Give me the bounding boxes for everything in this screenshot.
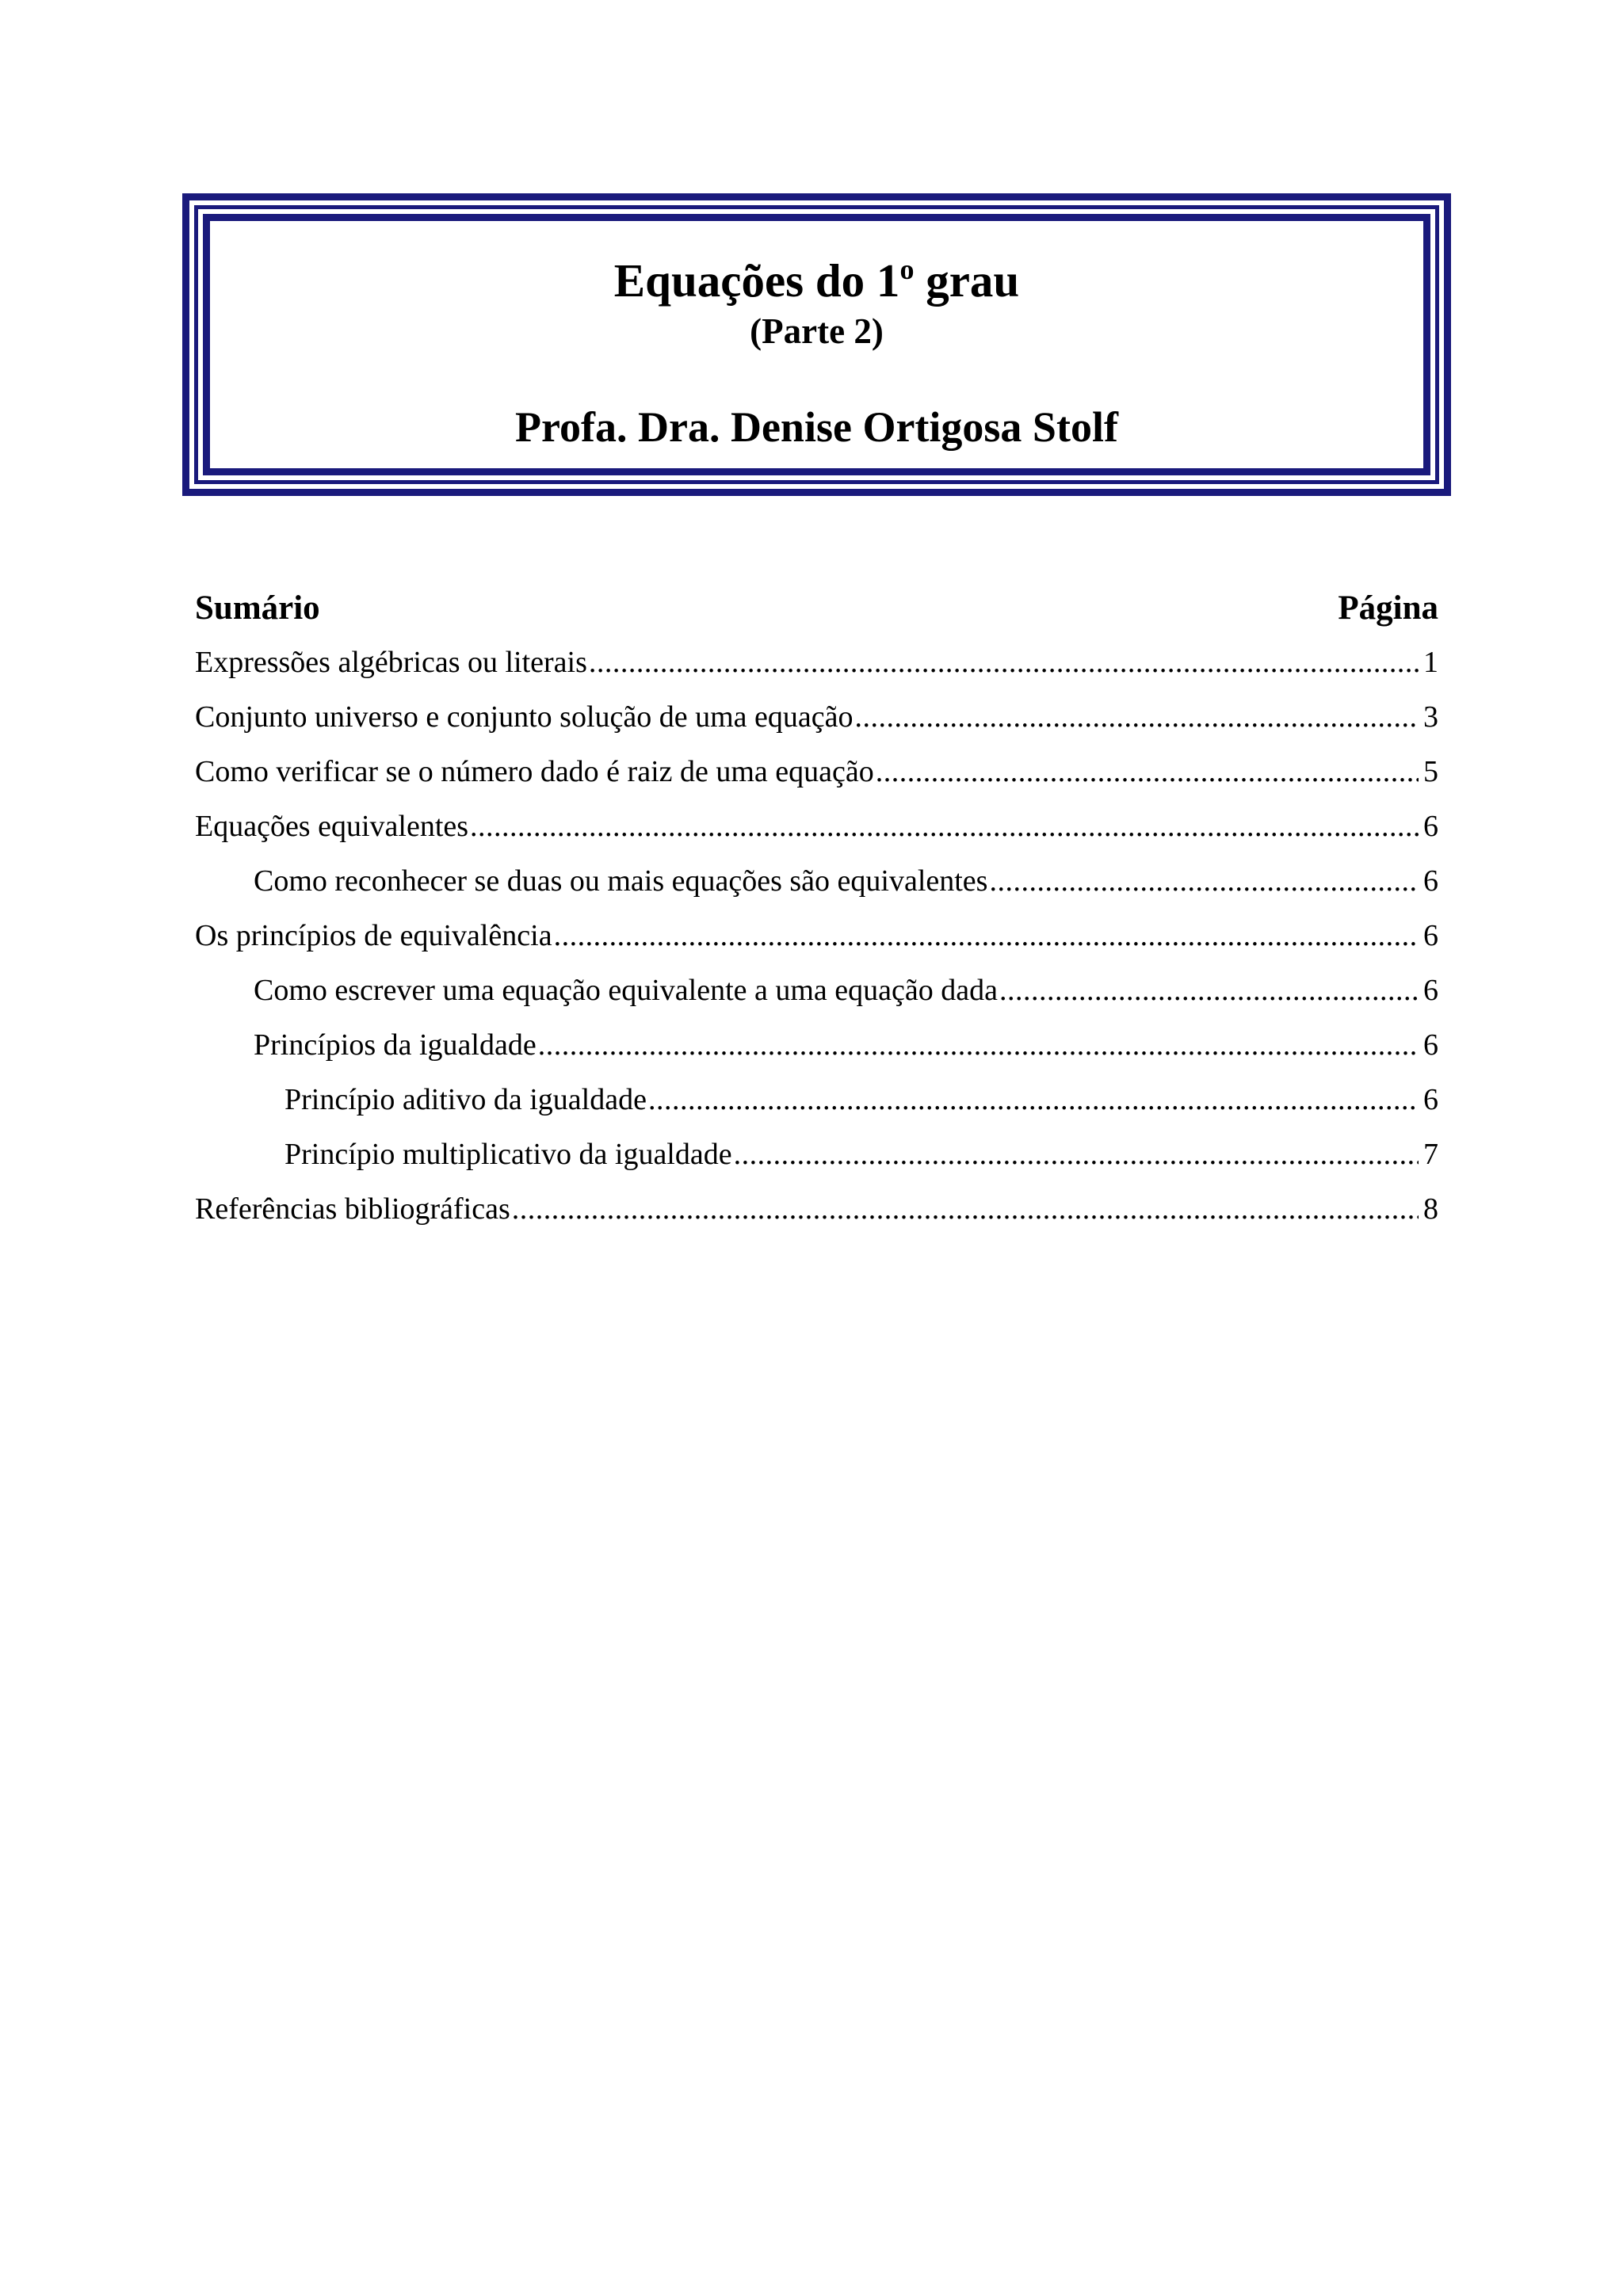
title-box-content bbox=[189, 200, 1444, 489]
toc-entry-page: 6 bbox=[1423, 864, 1438, 898]
toc-entry[interactable] bbox=[195, 1073, 1438, 1127]
toc-entry-page: 6 bbox=[1423, 810, 1438, 843]
toc-entry-title: Como escrever uma equação equivalente a uma equação dada bbox=[254, 974, 998, 1007]
toc-entry[interactable] bbox=[195, 1127, 1438, 1182]
toc-entry-title: Expressões algébricas ou literais bbox=[195, 646, 587, 679]
toc-entry[interactable] bbox=[195, 1018, 1438, 1073]
document-title bbox=[189, 253, 1444, 308]
toc-entry-page: 6 bbox=[1423, 1083, 1438, 1116]
toc-header bbox=[195, 582, 1438, 635]
toc-entry-title: Como verificar se o número dado é raiz de uma equação bbox=[195, 755, 874, 788]
toc-dot-leader bbox=[989, 854, 1419, 909]
toc-entry[interactable] bbox=[195, 854, 1438, 909]
toc-entry-page: 3 bbox=[1423, 700, 1438, 734]
toc-entry[interactable] bbox=[195, 635, 1438, 690]
toc-entry[interactable] bbox=[195, 690, 1438, 745]
toc-entry-page: 7 bbox=[1423, 1138, 1438, 1171]
toc-entry-title: Como reconhecer se duas ou mais equações são equivalentes bbox=[254, 864, 988, 898]
document-title-end: grau bbox=[914, 254, 1020, 307]
toc-dot-leader bbox=[589, 635, 1419, 690]
toc-list bbox=[195, 635, 1438, 1237]
toc-entry-title: Equações equivalentes bbox=[195, 810, 469, 843]
toc-dot-leader bbox=[554, 909, 1419, 963]
toc-entry-title: Princípio multiplicativo da igualdade bbox=[285, 1138, 732, 1171]
toc-dot-leader bbox=[855, 690, 1419, 745]
toc-entry-title: Conjunto universo e conjunto solução de uma equação bbox=[195, 700, 854, 734]
document-subtitle: (Parte 2) bbox=[750, 311, 884, 351]
toc-entry-page: 8 bbox=[1423, 1192, 1438, 1226]
toc-dot-leader bbox=[876, 745, 1419, 799]
toc-entry[interactable] bbox=[195, 1182, 1438, 1237]
toc-entry-page: 5 bbox=[1423, 755, 1438, 788]
document-title-ordinal: o bbox=[899, 254, 915, 285]
toc-entry[interactable] bbox=[195, 799, 1438, 854]
toc-dot-leader bbox=[538, 1018, 1419, 1073]
toc-dot-leader bbox=[512, 1182, 1419, 1237]
toc-dot-leader bbox=[734, 1127, 1419, 1182]
toc-entry-title: Os princípios de equivalência bbox=[195, 919, 552, 952]
toc-entry-page: 6 bbox=[1423, 974, 1438, 1007]
document-title-main: Equações do 1 bbox=[613, 254, 900, 307]
table-of-contents bbox=[195, 582, 1438, 1237]
toc-dot-leader bbox=[999, 963, 1419, 1018]
toc-dot-leader bbox=[648, 1073, 1419, 1127]
toc-entry-page: 6 bbox=[1423, 1028, 1438, 1062]
toc-entry-page: 6 bbox=[1423, 919, 1438, 952]
toc-entry[interactable] bbox=[195, 963, 1438, 1018]
toc-entry[interactable] bbox=[195, 909, 1438, 963]
document-author: Profa. Dra. Denise Ortigosa Stolf bbox=[515, 403, 1118, 451]
toc-page-heading: Página bbox=[1338, 589, 1438, 627]
toc-entry-title: Referências bibliográficas bbox=[195, 1192, 510, 1226]
toc-heading: Sumário bbox=[195, 589, 320, 627]
title-box bbox=[182, 193, 1451, 496]
toc-dot-leader bbox=[470, 799, 1419, 854]
toc-entry-page: 1 bbox=[1423, 646, 1438, 679]
toc-entry-title: Princípio aditivo da igualdade bbox=[285, 1083, 647, 1116]
toc-entry-title: Princípios da igualdade bbox=[254, 1028, 537, 1062]
toc-entry[interactable] bbox=[195, 745, 1438, 799]
